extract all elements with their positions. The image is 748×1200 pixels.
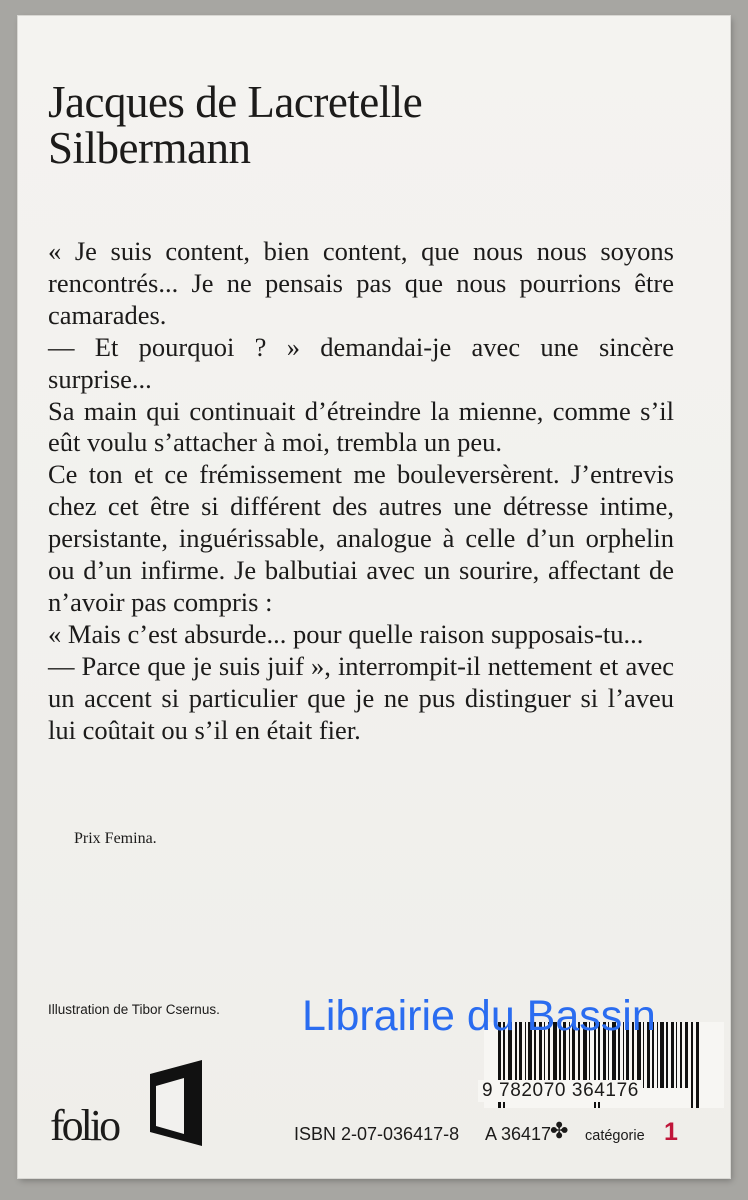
folio-door-logo-icon	[130, 1058, 210, 1153]
book-title: Silbermann	[48, 123, 251, 173]
prize-note: Prix Femina.	[74, 830, 157, 847]
illustration-credit: Illustration de Tibor Csernus.	[48, 1002, 220, 1017]
barcode-digits: 9 782070 364176	[478, 1080, 643, 1102]
back-cover-blurb	[48, 236, 674, 747]
blurb-paragraph: — Et pourquoi ? » demandai-je avec une sincère surprise...	[48, 331, 674, 394]
category-label: catégorie	[585, 1128, 645, 1144]
author-name: Jacques de Lacretelle	[48, 77, 423, 127]
blurb-paragraph: — Parce que je suis juif », interrompit-il nettement et avec un accent si particulier que je ne pus distinguer si l’aveu lui coûtait ou s’il en était fier.	[48, 650, 674, 745]
category-number: 1	[664, 1118, 678, 1146]
isbn-number: ISBN 2-07-036417-8	[294, 1124, 460, 1144]
bookseller-watermark: Librairie du Bassin	[302, 992, 656, 1040]
blurb-paragraph: « Mais c’est absurde... pour quelle raison supposais-tu...	[48, 618, 644, 649]
folio-logo-text: folio	[50, 1101, 119, 1150]
blurb-paragraph: Ce ton et ce frémissement me bouleversèrent. J’entrevis chez cet être si différent des autres une détresse intime, persistante, inguérissable, analogue à celle d’un orphelin ou d’un infirme. Je balbutiai avec un sourire, affectant de n’avoir pas compris :	[48, 459, 674, 617]
catalog-code: A 36417	[485, 1124, 552, 1144]
blurb-paragraph: Sa main qui continuait d’étreindre la mienne, comme s’il eût voulu s’attacher à moi, trembla un peu.	[48, 395, 674, 458]
blurb-paragraph: « Je suis content, bien content, que nous nous soyons rencontrés... Je ne pensais pas que nous pourrions être camarades.	[48, 236, 674, 330]
bird-icon: ✤	[550, 1118, 569, 1143]
